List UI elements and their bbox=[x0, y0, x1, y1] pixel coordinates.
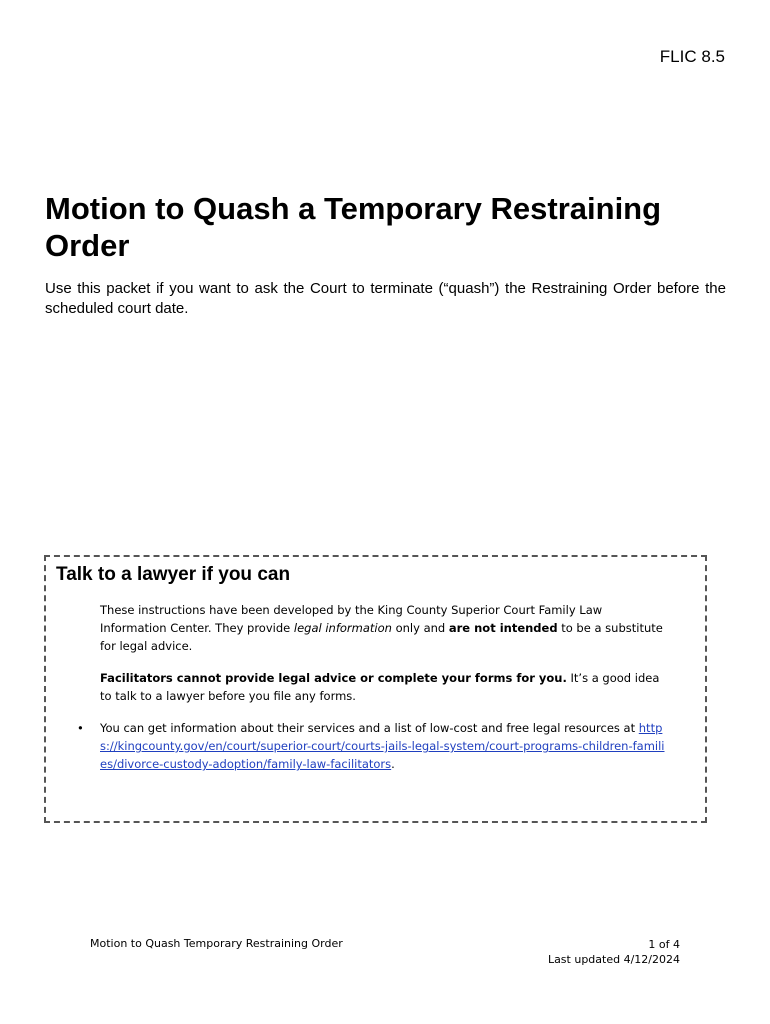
instructions-text-1: These instructions have been developed by the King County Superior Court Family Law Information Center. They provide bbox=[100, 603, 603, 635]
not-intended-emphasis: are not intended bbox=[448, 621, 558, 635]
instructions-text-3: to be a substitute for legal advice. bbox=[100, 621, 663, 653]
facilitators-link[interactable]: https://kingcounty.gov/en/court/superior-court/courts-jails-legal-system/court-programs-children-families/divorce-custody-adoption/family-law-facilitators bbox=[100, 721, 665, 771]
lawyer-notice-box bbox=[44, 555, 707, 823]
form-code: FLIC 8.5 bbox=[659, 47, 725, 66]
facilitators-paragraph bbox=[100, 669, 670, 705]
lawyer-notice-body bbox=[77, 601, 670, 787]
facilitators-text: It’s a good idea to talk to a lawyer before you file any forms. bbox=[100, 671, 660, 703]
resources-text: You can get information about their services and a list of low-cost and free legal resources at bbox=[100, 721, 639, 735]
footer-document-title: Motion to Quash Temporary Restraining Order bbox=[90, 937, 343, 950]
page-number: 1 of 4 bbox=[648, 938, 680, 951]
intro-paragraph: Use this packet if you want to ask the Court to terminate (“quash”) the Restraining Order before the scheduled court date. bbox=[45, 280, 726, 317]
instructions-paragraph bbox=[100, 601, 670, 655]
bullet-marker: • bbox=[77, 721, 84, 735]
last-updated: Last updated 4/12/2024 bbox=[547, 953, 680, 966]
footer-page-info bbox=[548, 937, 680, 967]
resources-bullet bbox=[77, 719, 670, 773]
facilitators-warning: Facilitators cannot provide legal advice or complete your forms for you. bbox=[100, 671, 567, 685]
instructions-text-2: only and bbox=[391, 621, 449, 635]
legal-information-emphasis: legal information bbox=[293, 621, 392, 635]
document-title: Motion to Quash a Temporary Restraining Order bbox=[45, 191, 662, 263]
resources-end: . bbox=[391, 757, 395, 771]
lawyer-notice-heading: Talk to a lawyer if you can bbox=[56, 564, 291, 585]
